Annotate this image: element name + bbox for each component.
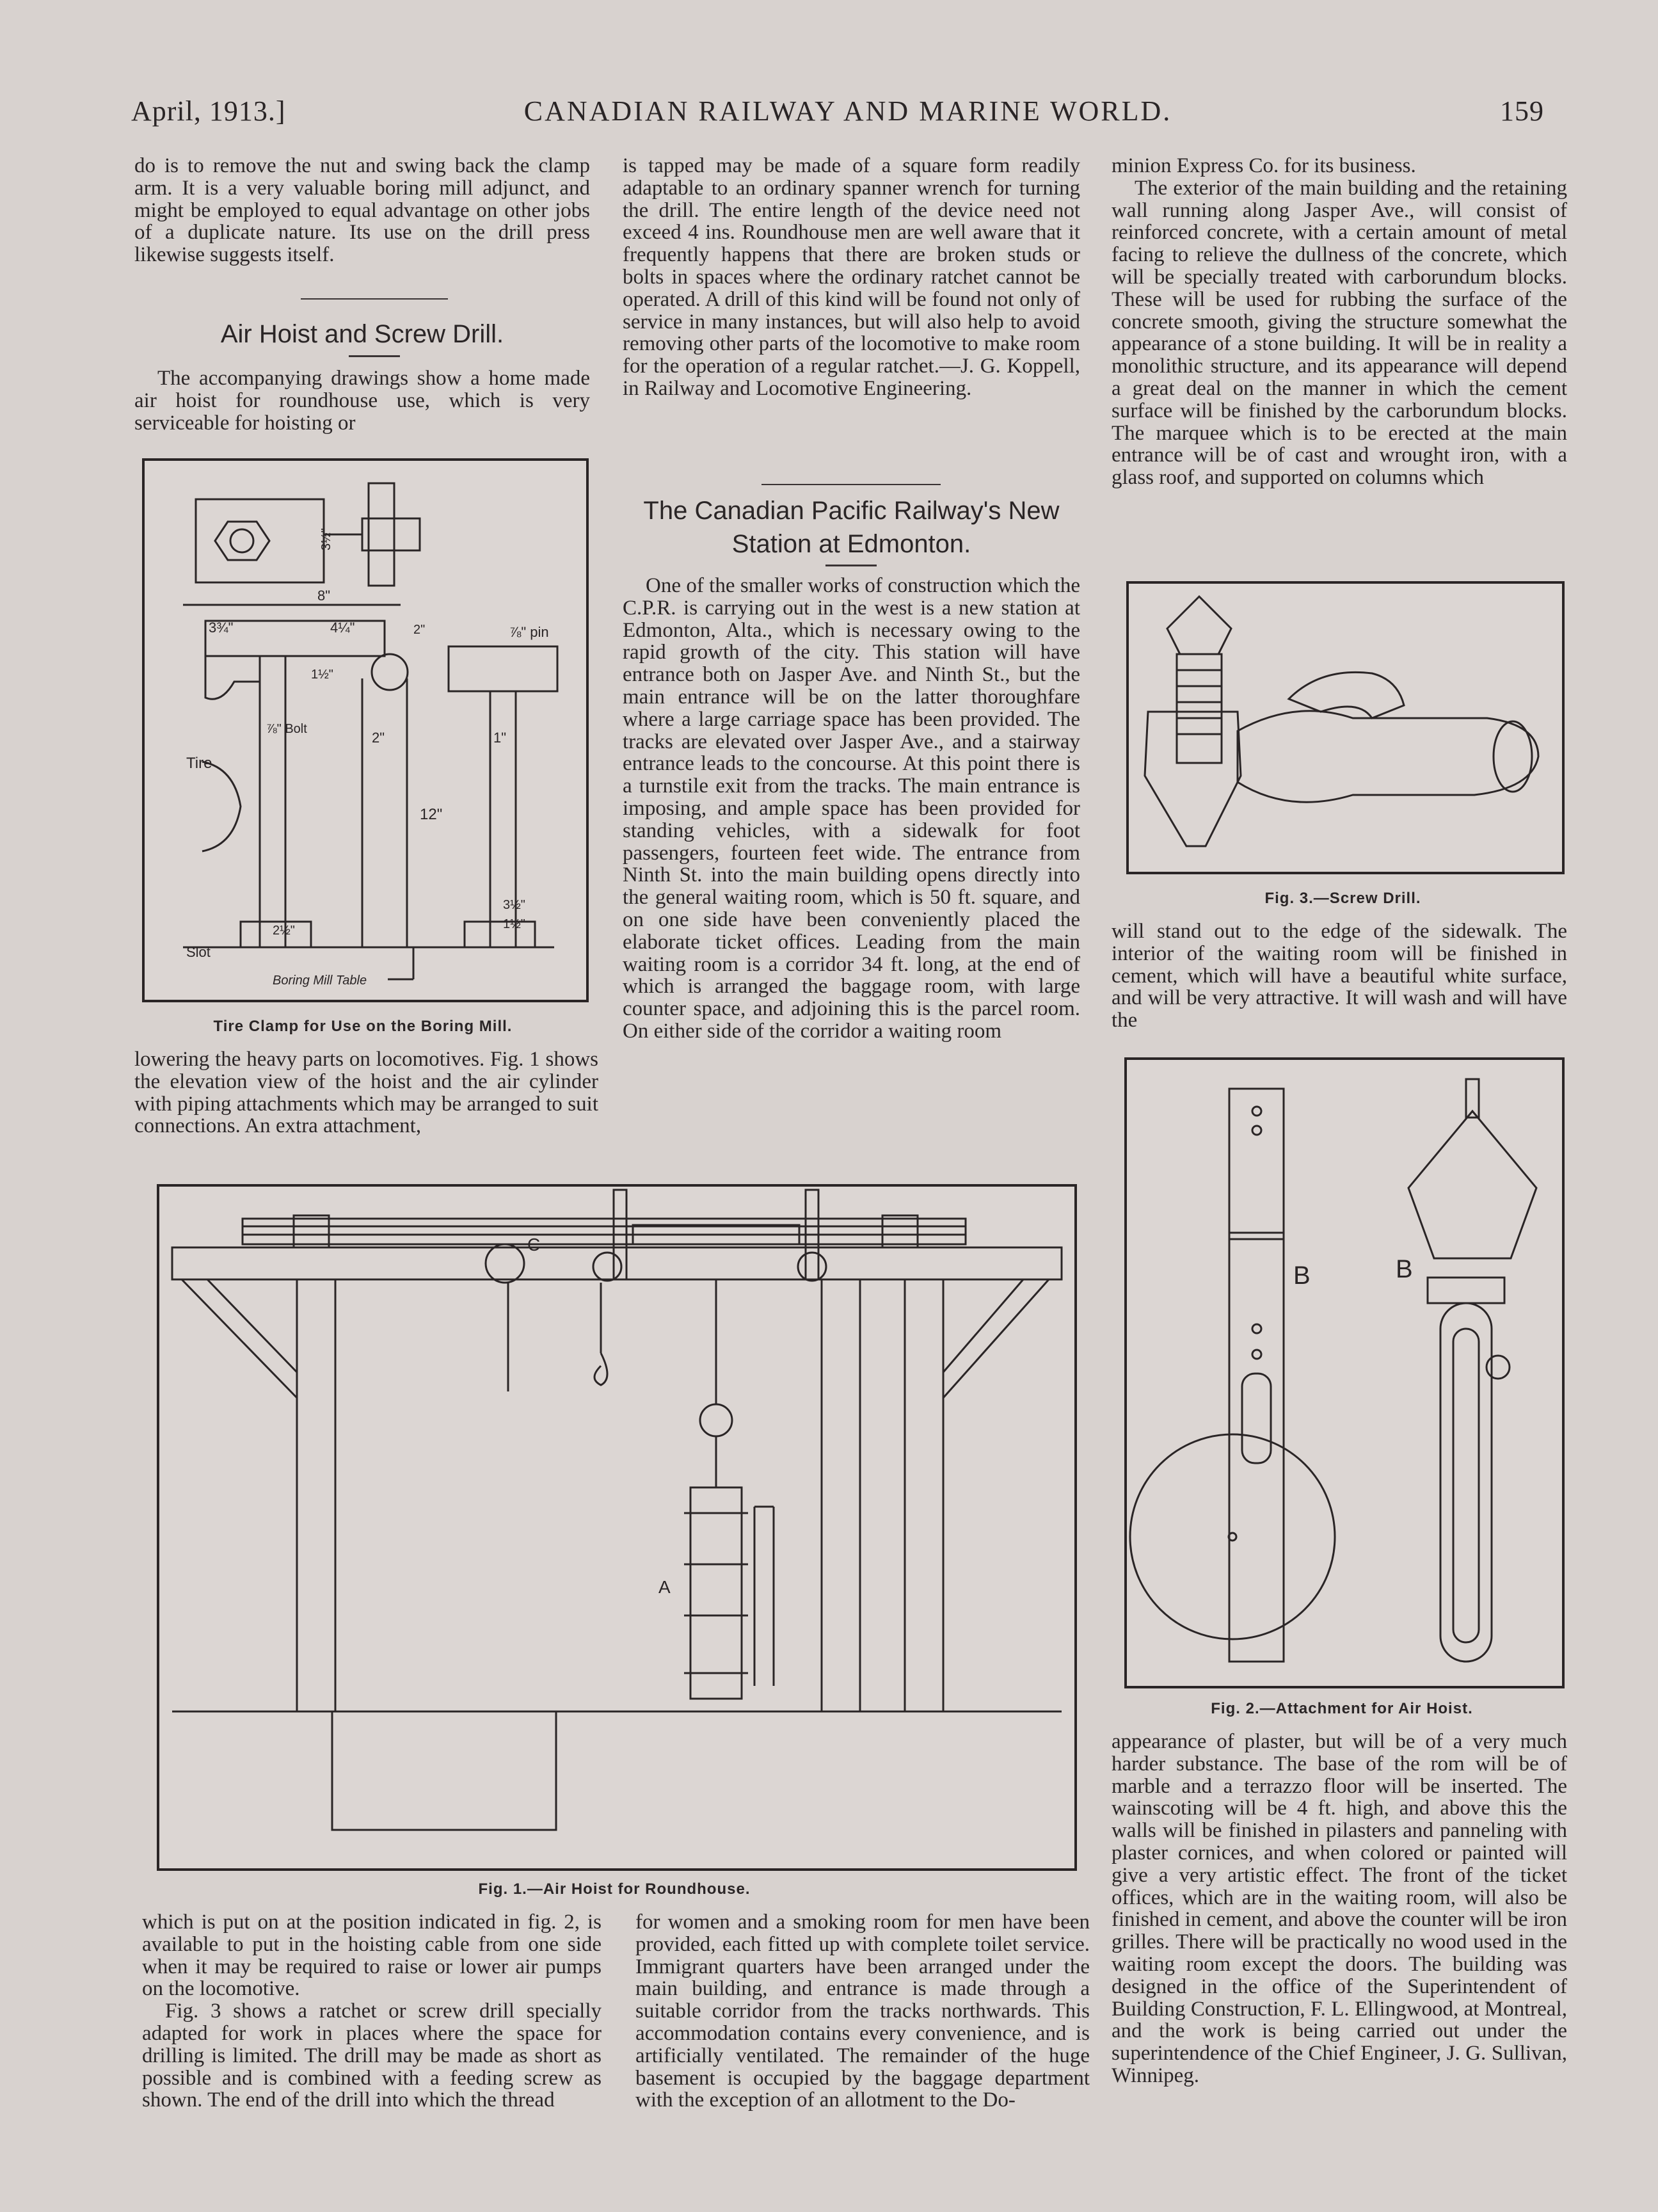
paragraph: minion Express Co. for its business.	[1112, 155, 1416, 177]
attachment-caption: Fig. 2.—Attachment for Air Hoist.	[1211, 1700, 1473, 1717]
dimension-label: 2"	[372, 730, 385, 746]
paragraph: The exterior of the main building and the retaining wall running along Jasper Ave., will consist of reinforced concrete, with a certain amount of metal facing to relieve the dullness of the concrete, which will be specially treated with carborundum blocks. These will be used for rubbing the surface of the concrete smooth, giving the structure somewhat the appearance of a stone building. It will be in reality a monolithic structure, and its appearance will depend a great deal on the manner in which the cement surface will be finished by the carborundum blocks. The marquee which is to be erected at the main entrance will be of cast and wrought iron, with a glass roof, and supported on columns which	[1112, 176, 1567, 490]
paragraph: will stand out to the edge of the sidewalk. The interior of the waiting room will be finished in cement, which will have a beautiful white surface, and will be very attractive. It will wash and will have the	[1112, 920, 1567, 1032]
right-column-top	[1112, 155, 1567, 558]
sheave-wheel	[1130, 1434, 1335, 1639]
drill-head	[1167, 597, 1231, 654]
dimension-label: 4¼"	[330, 620, 355, 636]
hook-link	[1440, 1303, 1492, 1662]
attachment-figure	[1124, 1057, 1565, 1688]
title-rule	[349, 355, 400, 357]
dimension-label: 3¾"	[209, 620, 234, 636]
middle-column-top	[623, 155, 1080, 472]
screw-drill-caption: Fig. 3.—Screw Drill.	[1264, 890, 1421, 907]
dimension-label: ⅞" pin	[509, 624, 549, 640]
paragraph: do is to remove the nut and swing back the clamp arm. It is a very valuable boring mill adjunct, and might be employed to equal advantage on other jobs of a duplicate nature. Its use on the drill press likewise suggests itself.	[134, 155, 590, 267]
left-column-bottom	[142, 1911, 602, 2167]
tire-clamp-drawing	[145, 461, 586, 1000]
issue-date: April, 1913.]	[131, 95, 286, 127]
publication-title: CANADIAN RAILWAY AND MARINE WORLD.	[523, 95, 1172, 127]
separator-rule	[301, 298, 448, 300]
label-b: B	[1396, 1255, 1413, 1283]
slot-label: Slot	[186, 944, 211, 960]
right-column-middle	[1112, 920, 1567, 1036]
dimension-label: 1½"	[311, 668, 333, 682]
dimension-label: 2"	[413, 623, 426, 637]
air-hoist-caption: Fig. 1.—Air Hoist for Roundhouse.	[478, 1880, 751, 1898]
article-title-station-2: Station at Edmonton.	[731, 530, 971, 558]
label-b: B	[1293, 1262, 1311, 1290]
air-hoist-intro	[134, 367, 590, 438]
paragraph: One of the smaller works of construction which the C.P.R. is carrying out in the west is a new station at Edmonton, Alta., which is necessary owing to the rapid growth of the city. This station will have entrance both on Jasper Ave. and Ninth St., but the main entrance will be on the latter thoroughfare where a large carriage space has been provided. The tracks are elevated over Jasper Ave., and a stairway entrance leads to the concourse. At this point there is a turnstile exit from the tracks. The main entrance is imposing, and ample space has been provided for standing vehicles, with a sidewalk for foot passengers, fourteen feet wide. The entrance from Ninth St. into the main building opens directly into the general waiting room, which is 50 ft. square, and on one side have been conveniently placed the elaborate ticket offices. Leading from the main waiting room is a corridor 34 ft. long, at the end of which is arranged the baggage room, with large counter space, and adjoining this is the parcel room. On either side of the corridor a waiting room	[623, 575, 1080, 1043]
dimension-label: 1½"	[503, 917, 525, 931]
overhead-track	[243, 1219, 966, 1244]
page-number: 159	[1500, 95, 1544, 127]
strap-bar	[1229, 1089, 1284, 1662]
dimension-label: 3½"	[319, 528, 333, 550]
title-rule	[825, 565, 877, 566]
label-c: C	[527, 1235, 541, 1254]
air-cylinder	[690, 1487, 742, 1699]
tire-clamp-figure	[142, 458, 589, 1002]
paragraph: Fig. 3 shows a ratchet or screw drill specially adapted for work in places where the space for drilling is limited. The drill may be made as short as possible and is combined with a feeding screw as shown. The end of the drill into which the thread	[142, 2000, 602, 2112]
dimension-label: 12"	[420, 806, 443, 823]
air-hoist-drawing	[159, 1187, 1074, 1868]
paragraph: The accompanying drawings show a home made air hoist for roundhouse use, which is very serviceable for hoisting or	[134, 367, 590, 435]
shackle-loop	[1408, 1111, 1536, 1258]
nut-hex	[215, 522, 269, 560]
attachment-drawing	[1127, 1060, 1562, 1686]
crossbeam	[172, 1247, 1062, 1279]
dimension-label: 3½"	[503, 898, 525, 912]
separator-rule	[761, 484, 941, 485]
tire-label: Tire	[186, 755, 212, 772]
paragraph: appearance of plaster, but will be of a very much harder substance. The base of the rom will be of marble and a terrazzo floor will be inserted. The wainscoting will be 4 ft. high, and above this the walls will be finished in pilasters and panneling with plaster cornices, and when colored or painted will give a very artistic effect. The front of the ticket offices, which are in the waiting room, will also be finished in cement, and above the counter will be iron grilles. There will be practically no wood used in the waiting room except the doors. The building was designed in the office of the Superintendent of Building Construction, F. L. Ellingwood, at Montreal, and the work is being carried out under the superintendence of the Chief Engineer, J. G. Sullivan, Winnipeg.	[1112, 1731, 1567, 2087]
paragraph: is tapped may be made of a square form readily adaptable to an ordinary spanner wrench for turning the drill. The entire length of the device need not exceed 4 ins. Roundhouse men are well aware that it frequently happens that there are broken studs or bolts in spaces where the ordinary ratchet cannot be operated. A drill of this kind will be found not only of service in many instances, but will also help to avoid removing other parts of the locomotive to make room for the operation of a regular ratchet.—J. G. Koppell, in Railway and Locomotive Engineering.	[623, 155, 1080, 400]
dimension-label: 8"	[317, 588, 331, 604]
dimension-label: ⅞" Bolt	[266, 722, 307, 736]
article-title-station-1: The Canadian Pacific Railway's New	[643, 497, 1060, 525]
drill-body	[1145, 712, 1241, 846]
paragraph: for women and a smoking room for men have been provided, each fitted up with complete toilet service. Immigrant quarters have been arranged under the main building, and entrance is made through a suitable corridor from the tracks northwards. This accommodation contains every convenience, and is artificially ventilated. The remainder of the huge basement is occupied by the baggage department with the exception of an allotment to the Do-	[635, 1911, 1090, 2112]
label-a: A	[658, 1577, 671, 1597]
pit	[332, 1711, 556, 1830]
middle-column-bottom	[635, 1911, 1090, 2167]
screw-drill-figure	[1126, 581, 1565, 874]
dimension-label: 1"	[493, 730, 507, 746]
dimension-label: 2½"	[273, 924, 295, 938]
left-column-continuation	[134, 155, 590, 289]
air-hoist-continued	[134, 1048, 598, 1164]
paragraph: which is put on at the position indicated in fig. 2, is available to put in the hoisting cable from one side when it may be required to raise or lower air pumps on the locomotive.	[142, 1911, 602, 2001]
station-article-body	[623, 575, 1080, 1164]
tire-clamp-caption: Tire Clamp for Use on the Boring Mill.	[213, 1018, 513, 1035]
table-label: Boring Mill Table	[273, 974, 367, 988]
right-column-bottom	[1112, 1731, 1567, 2179]
article-title-air-hoist: Air Hoist and Screw Drill.	[220, 320, 504, 348]
screw-drill-drawing	[1129, 584, 1562, 872]
tire-section	[202, 762, 241, 851]
paragraph: lowering the heavy parts on locomotives. Fig. 1 shows the elevation view of the hoist and the air cylinder with piping attachments which may be arranged to suit connections. An extra attachment,	[134, 1048, 598, 1138]
air-hoist-figure	[157, 1184, 1077, 1871]
pin-side-view	[449, 646, 557, 691]
